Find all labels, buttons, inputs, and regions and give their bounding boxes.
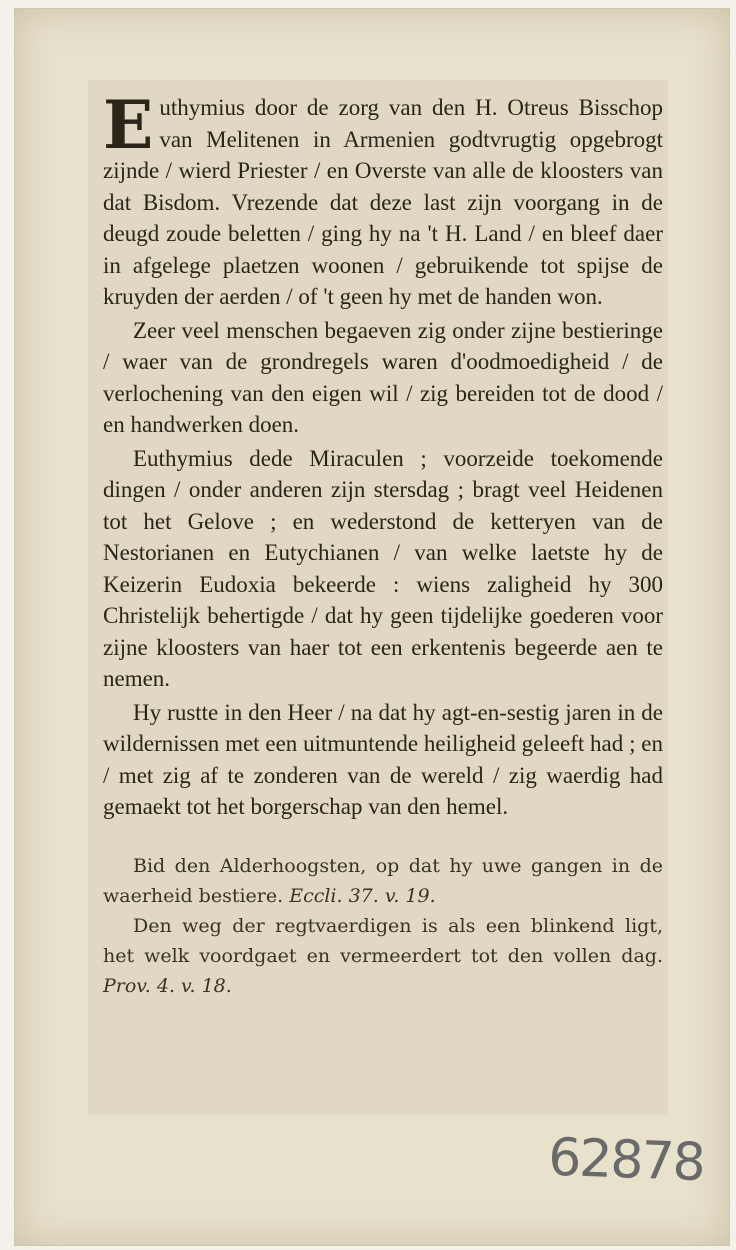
drop-cap: E	[103, 86, 154, 164]
paragraph-2: Zeer veel menschen begaeven zig onder zijne bestieringe / waer van de grondregels waren d'oodmoedigheid / de verlochening van den eigen wil / zig bereiden tot de dood / en handwerken doen.	[103, 317, 663, 437]
scripture-quote-1	[103, 851, 663, 911]
scripture-1-reference: Eccli. 37. v. 19.	[289, 884, 436, 907]
scripture-1-text: Bid den Alderhoogsten, op dat hy uwe gangen in de waerheid bestiere.	[103, 854, 663, 907]
handwritten-inventory-number: 62878	[547, 1127, 705, 1194]
scripture-2-text: Den weg der regtvaerdigen is als een blinkend ligt, het welk voordgaet en vermeerdert tot den vollen dag.	[103, 914, 663, 967]
document-body	[103, 86, 663, 1001]
paragraph-1-text: uthymius door de zorg van den H. Otreus Bisschop van Melitenen in Armenien godtvrugtig opgebrogt zijnde / wierd Priester / en Overste van alle de kloosters van dat Bisdom. Vrezende dat deze last zijn voorgang in de deugd zoude beletten / ging hy na 't H. Land / en bleef daer in afgelege plaetzen woonen / gebruikende tot spijse de kruyden der aerden / of 't geen hy met de handen won.	[103, 95, 663, 309]
paragraph-3: Euthymius dede Miraculen ; voorzeide toekomende dingen / onder anderen zijn stersdag ; bragt veel Heidenen tot het Gelove ; en wederstond de ketteryen van de Nestorianen en Eutychianen / van welke laetste hy de Keizerin Eudoxia bekeerde : wiens zaligheid hy 300 Christelijk behertigde / dat hy geen tijdelijke goederen voor zijne kloosters van haer tot een erkentenis begeerde aen te nemen.	[103, 445, 663, 691]
scripture-quote-2	[103, 911, 663, 1001]
paragraph-1	[103, 86, 663, 313]
scripture-2-reference: Prov. 4. v. 18.	[103, 974, 232, 997]
paragraph-4: Hy rustte in den Heer / na dat hy agt-en-sestig jaren in de wildernissen met een uitmuntende heiligheid geleeft had ; en / met zig af te zonderen van de wereld / zig waerdig had gemaekt tot het borgerschap van den hemel.	[103, 699, 663, 819]
